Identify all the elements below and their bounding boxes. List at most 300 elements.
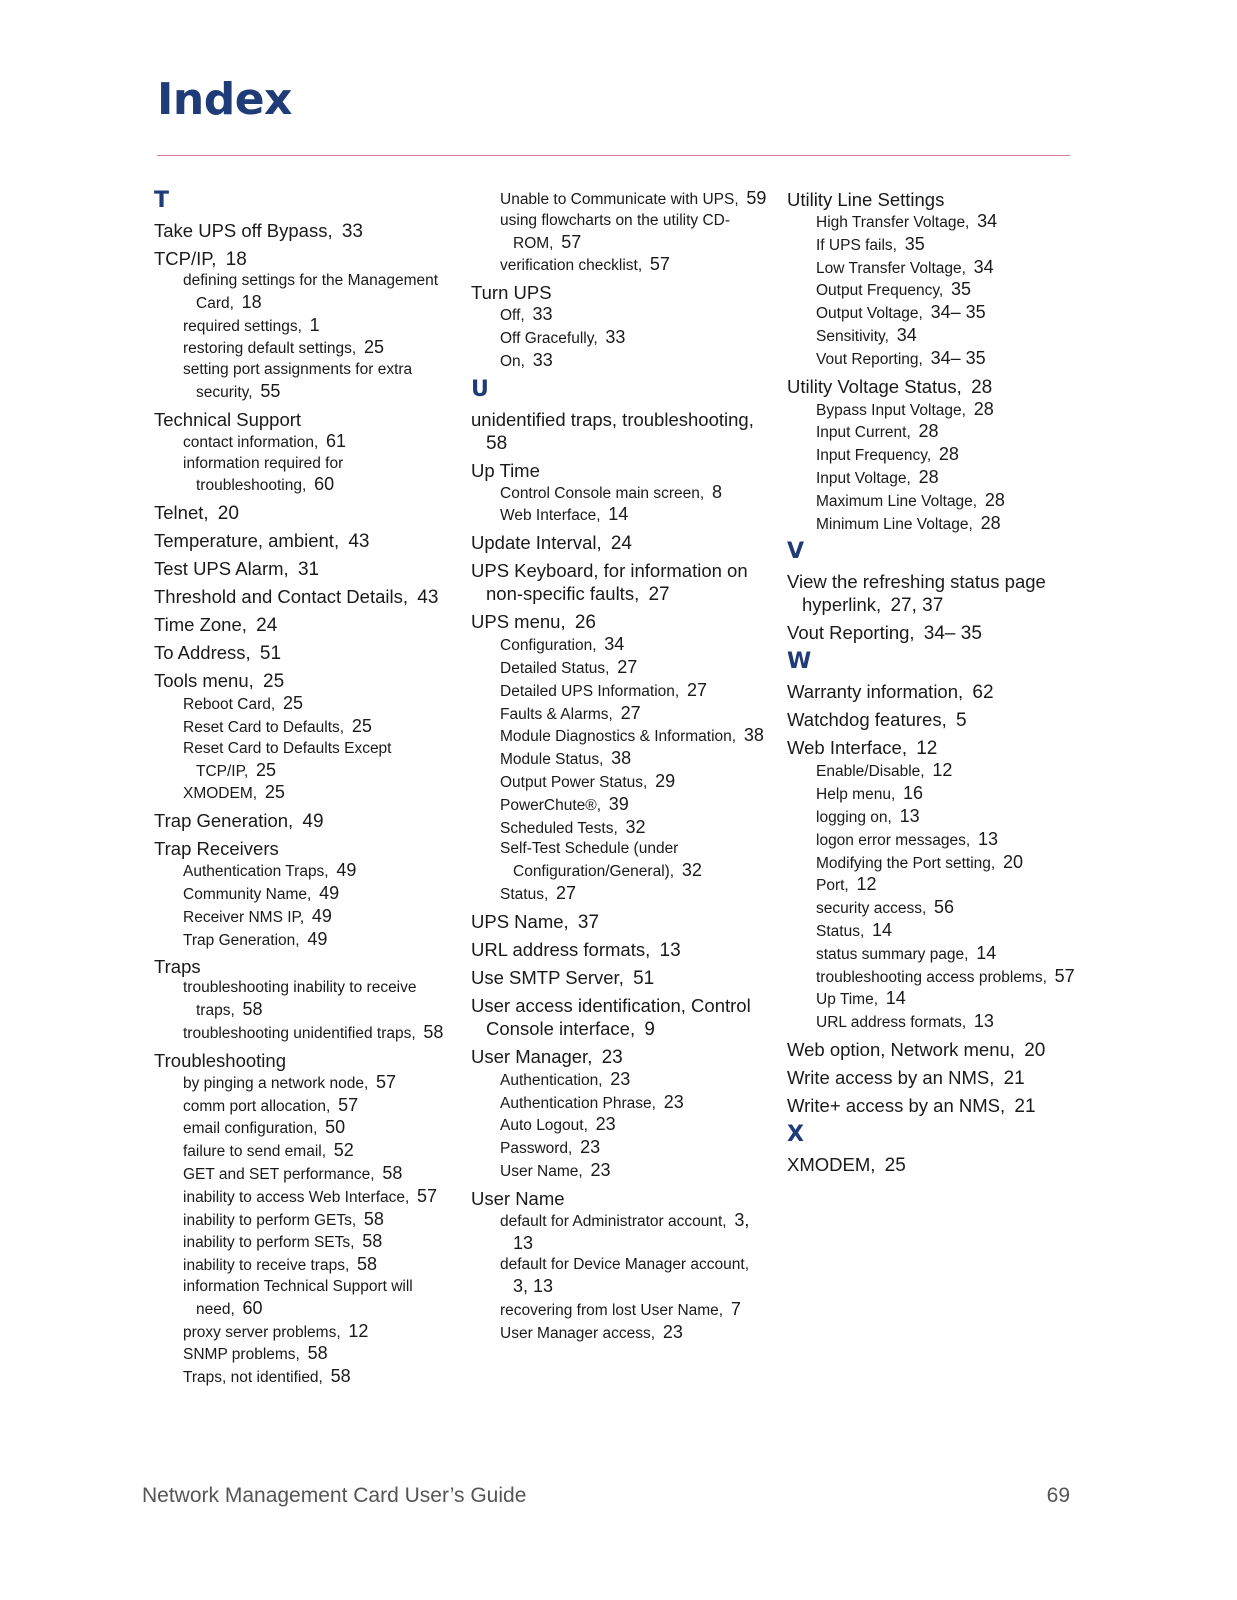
index-subterm-pages: 49: [336, 860, 357, 881]
index-subterm-text: User Name,: [500, 1162, 583, 1180]
index-term: [787, 1066, 1087, 1090]
index-subterm-text: information Technical Support will need,: [183, 1277, 413, 1318]
index-term-text: Up Time: [471, 459, 540, 481]
index-term-pages: 37: [577, 911, 600, 933]
index-subterm-text: Reset Card to Defaults Except TCP/IP,: [183, 739, 392, 780]
index-subterm-pages: 60: [242, 1297, 263, 1318]
index-subterm-text: proxy server problems,: [183, 1323, 341, 1341]
index-subterm: [500, 725, 771, 748]
index-term-text: XMODEM,: [787, 1153, 876, 1175]
index-term-pages: 24: [256, 615, 278, 637]
index-subterm: [816, 829, 1087, 852]
index-term-pages: 33: [341, 221, 363, 242]
index-subterm: [816, 234, 1087, 257]
index-subterm: [500, 1299, 771, 1322]
index-subterm: [816, 874, 1087, 897]
index-subterm-text: Maximum Line Voltage,: [816, 492, 978, 510]
index-term-text: Take UPS off Bypass,: [154, 220, 333, 241]
index-subterm-pages: 13: [973, 1011, 994, 1032]
index-subterm: [183, 1186, 454, 1209]
index-subterm-text: Help menu,: [816, 786, 896, 804]
index-term-pages: 51: [259, 643, 282, 665]
index-subterm: [816, 467, 1087, 490]
index-subterm-pages: 57: [561, 231, 582, 252]
index-subterm-pages: 58: [423, 1021, 444, 1042]
index-subterm: [183, 337, 454, 360]
page-title: Index: [157, 74, 292, 125]
index-term-pages: 27: [648, 584, 670, 606]
index-subterm: [183, 1366, 454, 1389]
index-subterm: [183, 1231, 454, 1254]
index-subterm: [183, 271, 454, 315]
index-subterm-text: Scheduled Tests,: [500, 819, 618, 837]
index-subterm: [183, 1277, 454, 1321]
index-subterm-text: Enable/Disable,: [816, 763, 925, 781]
index-subterm: [816, 943, 1087, 966]
index-subterm-text: Configuration,: [500, 637, 597, 655]
index-subterm-pages: 18: [241, 291, 262, 312]
index-entry: [154, 247, 454, 404]
index-term: [154, 1049, 454, 1072]
index-subterm-text: inability to perform SETs,: [183, 1234, 355, 1252]
index-subterm: [500, 817, 771, 840]
index-term: [154, 837, 454, 860]
index-term: [787, 375, 1087, 399]
index-subterm-text: verification checklist,: [500, 257, 643, 275]
index-term-text: User Manager,: [471, 1045, 593, 1067]
index-term-text: Update Interval,: [471, 532, 602, 554]
index-subterm-text: troubleshooting inability to receive traps,: [183, 979, 417, 1020]
index-term-pages: 31: [297, 559, 320, 581]
index-subterm-text: Minimum Line Voltage,: [816, 515, 973, 533]
footer-guide-title: Network Management Card User’s Guide: [142, 1484, 527, 1507]
index-subterm-text: troubleshooting access problems,: [816, 968, 1047, 986]
index-term: [154, 529, 454, 553]
index-entry: [471, 966, 771, 990]
index-subterm-pages: 28: [980, 512, 1001, 533]
index-subterm-pages: 12: [348, 1320, 369, 1341]
index-subterm: [183, 693, 454, 716]
index-subterm-text: setting port assignments for extra security,: [183, 361, 413, 401]
index-column-2: [471, 188, 771, 1349]
index-subterm-text: logon error messages,: [816, 831, 971, 849]
index-subterm-pages: 56: [934, 897, 955, 918]
index-subterm-pages: 25: [351, 715, 372, 736]
index-entry: [787, 1066, 1087, 1090]
index-term-text: Watchdog features,: [787, 709, 947, 731]
index-subterm: [500, 211, 771, 255]
index-subterm-pages: 49: [311, 905, 332, 926]
index-entry: [787, 708, 1087, 732]
index-entry: [154, 585, 454, 609]
index-subterm-pages: 49: [307, 928, 328, 949]
index-subterm: [500, 350, 771, 373]
index-entry: [471, 1045, 771, 1183]
index-subterm: [183, 978, 454, 1022]
index-subterm-text: Reset Card to Defaults,: [183, 718, 345, 736]
index-subterm-text: security access,: [816, 900, 927, 918]
index-term: [787, 1153, 1087, 1177]
index-term-text: Threshold and Contact Details,: [154, 586, 408, 608]
index-term: [471, 938, 771, 962]
index-subterm-text: default for Administrator account,: [500, 1212, 727, 1230]
index-subterm-pages: 32: [681, 860, 702, 881]
index-term: [471, 1045, 771, 1069]
index-subterm: [816, 988, 1087, 1011]
index-term-text: Utility Voltage Status,: [787, 375, 962, 397]
index-entry: [787, 680, 1087, 704]
index-subterm-pages: 13: [899, 805, 920, 826]
index-subterm-pages: 33: [605, 326, 626, 347]
index-subterm-pages: 7: [730, 1298, 741, 1319]
index-entry: [787, 1153, 1087, 1177]
index-subterm-text: Status,: [816, 922, 865, 940]
index-term-pages: 25: [884, 1154, 906, 1176]
index-subterm-pages: 35: [950, 279, 972, 300]
index-term: [787, 736, 1087, 760]
index-subterm-pages: 60: [314, 474, 335, 495]
index-term-pages: 9: [644, 1018, 655, 1040]
index-entry: [154, 955, 454, 1044]
index-subterm-pages: 34: [604, 634, 625, 655]
index-subterm: [500, 748, 771, 771]
index-subterm-text: If UPS fails,: [816, 236, 897, 254]
index-term: [471, 559, 771, 606]
index-subterm-text: GET and SET performance,: [183, 1165, 375, 1183]
index-subterm-text: User Manager access,: [500, 1324, 656, 1342]
index-term-text: Use SMTP Server,: [471, 966, 624, 988]
index-subterm-text: Auto Logout,: [500, 1117, 588, 1135]
index-subterm-text: Module Status,: [500, 751, 604, 769]
index-term-pages: 49: [302, 811, 324, 833]
index-subterm-pages: 57: [338, 1094, 359, 1115]
index-term-text: TCP/IP,: [154, 248, 217, 269]
index-subterm-text: Output Frequency,: [816, 282, 944, 300]
index-subterm-text: Authentication Traps,: [183, 863, 329, 881]
index-subterm: [816, 783, 1087, 806]
index-subterm: [183, 1117, 454, 1140]
index-term-pages: 12: [916, 738, 938, 760]
index-subterm: [500, 254, 771, 277]
index-subterm: [500, 703, 771, 726]
index-term-text: UPS Keyboard, for information on non-specific faults,: [471, 560, 748, 605]
index-subterm-pages: 3, 13: [513, 1276, 554, 1297]
index-term-text: Warranty information,: [787, 681, 964, 703]
index-term-pages: 20: [217, 503, 239, 525]
index-entry: [471, 994, 771, 1041]
index-subterm-text: using flowcharts on the utility CD-ROM,: [500, 211, 731, 252]
index-column-1: [154, 188, 454, 1393]
index-subterm-text: Off,: [500, 307, 525, 325]
index-column-3: [787, 188, 1087, 1181]
index-subterm-pages: 55: [260, 380, 281, 401]
index-term-pages: 13: [659, 939, 681, 961]
index-term-pages: 58: [486, 432, 508, 454]
index-subterm: [816, 760, 1087, 783]
index-subterm-pages: 58: [362, 1231, 383, 1252]
index-subterm: [816, 257, 1087, 280]
index-term-text: Temperature, ambient,: [154, 530, 340, 552]
index-term: [787, 680, 1087, 704]
index-subterm-text: XMODEM,: [183, 785, 258, 803]
index-term: [154, 809, 454, 833]
index-subterm-text: required settings,: [183, 317, 302, 335]
index-subterm-text: defining settings for the Management Card,: [183, 272, 439, 312]
index-subterm: [183, 1343, 454, 1366]
index-term-text: Vout Reporting,: [787, 622, 915, 644]
index-subterm-pages: 25: [282, 693, 303, 714]
index-subterm: [500, 680, 771, 703]
index-subterm: [183, 1022, 454, 1045]
index-subterm-pages: 29: [655, 770, 676, 791]
index-subterm-text: inability to receive traps,: [183, 1257, 350, 1275]
index-term: [471, 531, 771, 555]
index-subterm-text: Detailed Status,: [500, 659, 610, 677]
index-subterm-text: Receiver NMS IP,: [183, 908, 305, 926]
index-subterm-text: Off Gracefully,: [500, 329, 598, 347]
index-subterm-pages: 38: [611, 748, 632, 769]
index-subterm-text: Output Voltage,: [816, 305, 923, 323]
index-subterm-pages: 34: [973, 256, 994, 277]
index-term: [154, 641, 454, 665]
index-term-pages: 18: [225, 249, 247, 270]
section-letter: X: [787, 1121, 804, 1147]
index-subterm-pages: 25: [256, 759, 277, 780]
index-subterm: [500, 1322, 771, 1345]
index-term: [471, 610, 771, 634]
index-term: [471, 1187, 771, 1210]
index-subterm-text: High Transfer Voltage,: [816, 214, 970, 231]
index-term-pages: 43: [417, 587, 439, 609]
index-subterm-text: inability to access Web Interface,: [183, 1188, 410, 1206]
index-term: [471, 459, 771, 482]
index-term-text: View the refreshing status page hyperlink,: [787, 571, 1046, 616]
index-subterm-pages: 8: [711, 481, 722, 502]
index-entry: [154, 837, 454, 951]
index-subterm-text: Sensitivity,: [816, 327, 889, 345]
index-subterm-text: SNMP problems,: [183, 1346, 300, 1364]
index-subterm-pages: 32: [625, 816, 646, 837]
index-term: [471, 281, 771, 304]
index-term: [471, 966, 771, 990]
index-entry: [787, 188, 1087, 371]
index-subterm-text: Bypass Input Voltage,: [816, 401, 966, 419]
index-subterm-text: URL address formats,: [816, 1014, 967, 1032]
index-entry: [787, 621, 1087, 645]
index-subterm: [500, 1069, 771, 1092]
index-term-text: Turn UPS: [471, 282, 552, 304]
index-term-pages: 27, 37: [890, 595, 944, 617]
index-subterm: [816, 920, 1087, 943]
index-subterm-text: Vout Reporting,: [816, 350, 923, 368]
index-subterm: [816, 513, 1087, 536]
index-subterm: [500, 1160, 771, 1183]
index-subterm-pages: 23: [610, 1068, 631, 1089]
index-subterm-text: Web Interface,: [500, 507, 601, 525]
section-letter: U: [471, 376, 489, 402]
index-entry: [471, 1187, 771, 1345]
index-subterm-text: inability to perform GETs,: [183, 1211, 357, 1229]
index-term: [154, 955, 454, 978]
index-subterm-pages: 13: [977, 828, 998, 849]
index-subterm-text: Control Console main screen,: [500, 484, 705, 502]
index-subterm-pages: 49: [319, 882, 340, 903]
index-subterm-pages: 28: [938, 444, 959, 465]
index-subterm-pages: 58: [330, 1366, 351, 1387]
index-entry: [471, 281, 771, 372]
index-subterm-pages: 1: [309, 314, 320, 335]
index-entry: [154, 809, 454, 833]
index-subterm-text: logging on,: [816, 808, 892, 826]
index-entry: [154, 501, 454, 525]
index-entry-continued: [471, 188, 771, 277]
index-term-text: User Name: [471, 1187, 565, 1209]
index-subterm-text: PowerChute®,: [500, 796, 602, 814]
index-term-pages: 43: [348, 531, 370, 553]
index-subterm-pages: 58: [363, 1208, 384, 1229]
index-subterm-text: Input Current,: [816, 424, 911, 442]
index-subterm: [816, 399, 1087, 422]
index-subterm-text: Modifying the Port setting,: [816, 854, 996, 872]
index-term-text: Traps: [154, 956, 201, 978]
index-term: [154, 557, 454, 581]
index-term-text: Telnet,: [154, 502, 209, 524]
footer-page-number: 69: [1046, 1484, 1070, 1507]
index-term: [787, 1094, 1087, 1118]
page-footer: [142, 1484, 1070, 1508]
index-term: [471, 994, 771, 1041]
index-term-pages: 21: [1014, 1095, 1036, 1117]
index-subterm-text: failure to send email,: [183, 1143, 327, 1161]
index-subterm-text: Port,: [816, 877, 849, 895]
index-subterm: [816, 966, 1087, 989]
index-subterm-text: Input Voltage,: [816, 469, 911, 487]
index-subterm: [816, 490, 1087, 513]
index-subterm-pages: 33: [532, 349, 553, 370]
index-term-text: Test UPS Alarm,: [154, 558, 289, 580]
index-subterm-text: troubleshooting unidentified traps,: [183, 1024, 416, 1042]
index-subterm-pages: 16: [903, 783, 924, 804]
index-term: [787, 708, 1087, 732]
index-term-pages: 26: [574, 612, 596, 634]
index-subterm: [816, 302, 1087, 325]
index-subterm-text: contact information,: [183, 433, 319, 451]
index-subterm-pages: 3, 13: [513, 1209, 750, 1253]
index-subterm: [816, 211, 1087, 234]
index-subterm: [183, 929, 454, 952]
index-entry: [471, 938, 771, 962]
index-entry: [787, 1094, 1087, 1118]
index-entry: [154, 1049, 454, 1389]
index-term-pages: 62: [972, 682, 994, 704]
index-subterm-pages: 12: [932, 760, 953, 781]
index-subterm-pages: 14: [885, 988, 906, 1009]
index-term: [154, 408, 454, 431]
index-subterm-pages: 38: [743, 725, 764, 746]
index-term-text: Web option, Network menu,: [787, 1038, 1015, 1060]
index-term-text: User access identification, Control Console interface,: [471, 994, 751, 1039]
index-subterm: [500, 883, 771, 906]
index-subterm-pages: 23: [595, 1114, 616, 1135]
index-subterm-pages: 58: [242, 999, 263, 1020]
index-subterm-pages: 14: [608, 504, 629, 525]
index-subterm-pages: 28: [984, 489, 1005, 510]
index-term-pages: 21: [1003, 1067, 1025, 1089]
index-subterm: [816, 852, 1087, 875]
index-term-text: UPS menu,: [471, 611, 566, 633]
index-subterm-text: Up Time,: [816, 991, 879, 1009]
index-subterm: [183, 431, 454, 454]
index-subterm: [500, 1092, 771, 1115]
index-term-text: Technical Support: [154, 408, 302, 430]
index-subterm-text: Authentication Phrase,: [500, 1094, 656, 1112]
index-term-pages: 34– 35: [923, 623, 982, 645]
index-subterm-pages: 57: [649, 254, 670, 275]
index-subterm-pages: 58: [382, 1162, 403, 1183]
index-term-text: URL address formats,: [471, 938, 651, 960]
index-term-pages: 28: [971, 376, 993, 398]
index-term: [154, 247, 454, 271]
index-entry: [154, 408, 454, 497]
index-subterm-pages: 23: [662, 1321, 683, 1342]
index-subterm: [183, 1163, 454, 1186]
index-subterm-pages: 20: [1002, 851, 1023, 872]
index-subterm-text: information required for troubleshooting,: [183, 454, 344, 495]
index-term-text: UPS Name,: [471, 910, 569, 932]
index-subterm-pages: 34– 35: [930, 302, 986, 323]
index-subterm-pages: 58: [357, 1254, 378, 1275]
index-entry: [471, 910, 771, 934]
index-subterm-text: status summary page,: [816, 945, 969, 963]
index-subterm: [816, 348, 1087, 371]
index-term-text: Time Zone,: [154, 614, 247, 636]
index-term: [471, 408, 771, 455]
index-subterm-text: default for Device Manager account,: [500, 1256, 749, 1274]
index-subterm-pages: 28: [973, 398, 994, 419]
index-subterm: [500, 794, 771, 817]
index-subterm: [816, 806, 1087, 829]
index-subterm-pages: 28: [918, 421, 939, 442]
index-term: [787, 1038, 1087, 1062]
index-subterm: [183, 906, 454, 929]
index-subterm-text: email configuration,: [183, 1120, 318, 1138]
index-subterm: [500, 327, 771, 350]
index-subterm: [816, 421, 1087, 444]
index-subterm: [183, 782, 454, 805]
index-subterm: [500, 1114, 771, 1137]
index-entry: [471, 531, 771, 555]
index-term: [154, 613, 454, 637]
index-term: [471, 910, 771, 934]
index-term: [154, 501, 454, 525]
index-term-text: Troubleshooting: [154, 1049, 286, 1071]
index-entry: [787, 570, 1087, 617]
index-subterm: [183, 716, 454, 739]
index-term-text: Write+ access by an NMS,: [787, 1094, 1006, 1116]
index-term-pages: 5: [955, 710, 967, 732]
index-subterm-text: Input Frequency,: [816, 447, 932, 465]
index-subterm: [183, 360, 454, 404]
index-subterm-pages: 61: [326, 430, 347, 451]
index-subterm-text: On,: [500, 352, 525, 370]
index-subterm: [183, 1254, 454, 1277]
index-subterm-pages: 35: [904, 233, 925, 254]
index-subterm-text: Faults & Alarms,: [500, 705, 613, 723]
index-subterm: [816, 897, 1087, 920]
index-subterm-text: Password,: [500, 1140, 573, 1158]
index-subterm-text: comm port allocation,: [183, 1097, 331, 1115]
index-subterm-text: Unable to Communicate with UPS,: [500, 191, 739, 208]
